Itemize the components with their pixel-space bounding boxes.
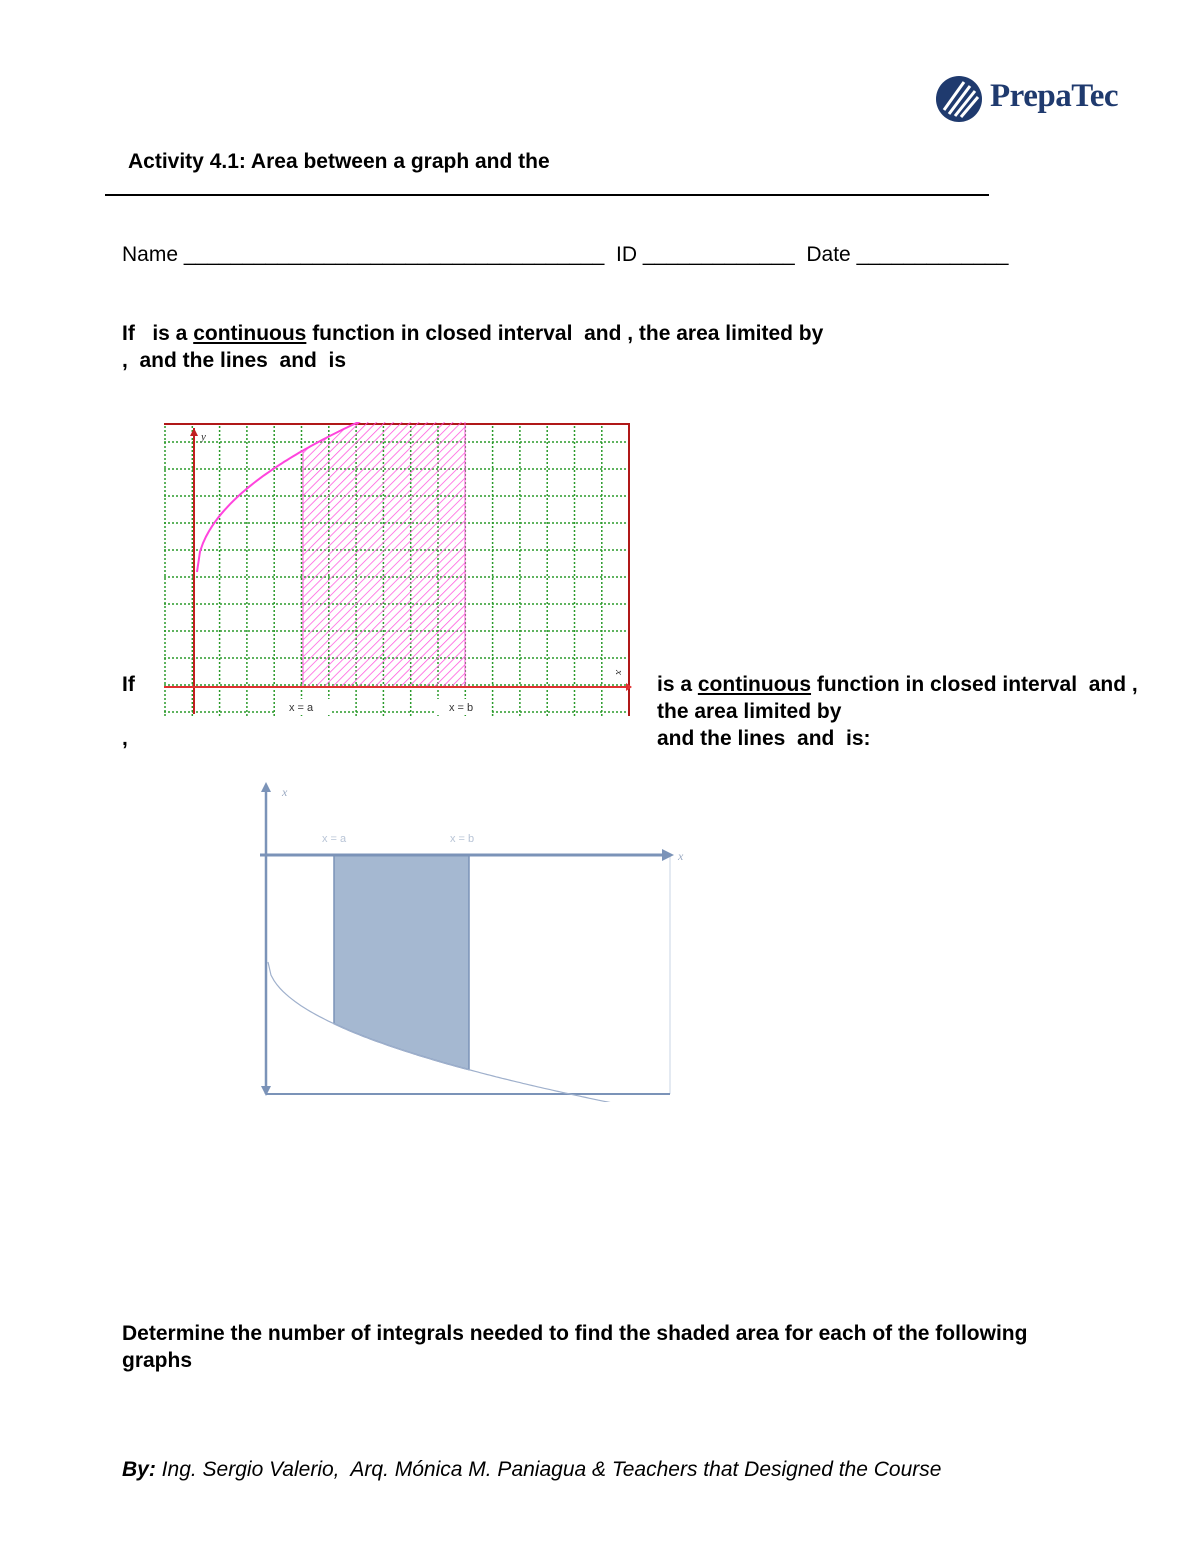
prepatec-logo [934,74,1134,126]
name-blank[interactable]: ____________________________________ [183,243,605,266]
name-label: Name [122,243,179,266]
p1-line1-pre: If is a [122,322,194,345]
p2-line1-pre: is a [657,673,698,696]
p1-line1-post: function in closed interval and , the area limited by [306,322,824,345]
p2-continuous-term: continuous [697,673,812,696]
graph1-b-label: x = b [449,702,474,714]
id-label: ID [616,243,637,266]
p2-line1-post: function in closed interval and , [811,673,1138,696]
credits-line [122,1458,941,1482]
graph-area-above-axis [164,422,632,718]
p2-comma: , [122,727,128,750]
p2-if-word: If [122,673,135,696]
graph1-x-label: x [613,670,625,675]
graph2-a-label: x = a [322,833,347,845]
logo-text: PrepaTec [990,78,1118,114]
graph-area-below-axis [256,780,696,1102]
definition-paragraph-1 [122,320,823,374]
instructions-text: Determine the number of integrals needed to find the shaded area for each of the following graphs [122,1322,1028,1372]
graph1-y-label: y [201,431,206,443]
graph1-a-label: x = a [289,702,314,714]
prepatec-emblem-icon [934,74,984,124]
graph2-y-arrow-icon [261,782,271,792]
graph2-x-label: x [678,849,684,863]
graph1-y-arrow-icon [190,428,198,436]
credits-by-label: By: [122,1458,156,1481]
id-blank[interactable]: _____________ [642,243,795,266]
p2-line3: and the lines and is: [657,727,871,750]
graph1-shaded-region [303,422,465,687]
student-info-line [122,243,1008,267]
title-underline [105,194,989,196]
p2-line2: the area limited by [657,700,842,723]
p1-continuous-term: continuous [193,322,307,345]
page-title: Activity 4.1: Area between a graph and the [128,150,550,173]
graph2-x-arrow-icon [662,849,674,861]
date-label: Date [806,243,851,266]
p1-line2: , and the lines and is [122,349,347,372]
graph2-shaded-region [334,855,469,1070]
graph2-b-label: x = b [450,833,475,845]
definition-paragraph-2 [657,671,1138,752]
date-blank[interactable]: _____________ [856,243,1009,266]
graph2-y-label: x [282,785,288,799]
credits-authors: Ing. Sergio Valerio, Arq. Mónica M. Paniagua & Teachers that Designed the Course [155,1458,942,1481]
